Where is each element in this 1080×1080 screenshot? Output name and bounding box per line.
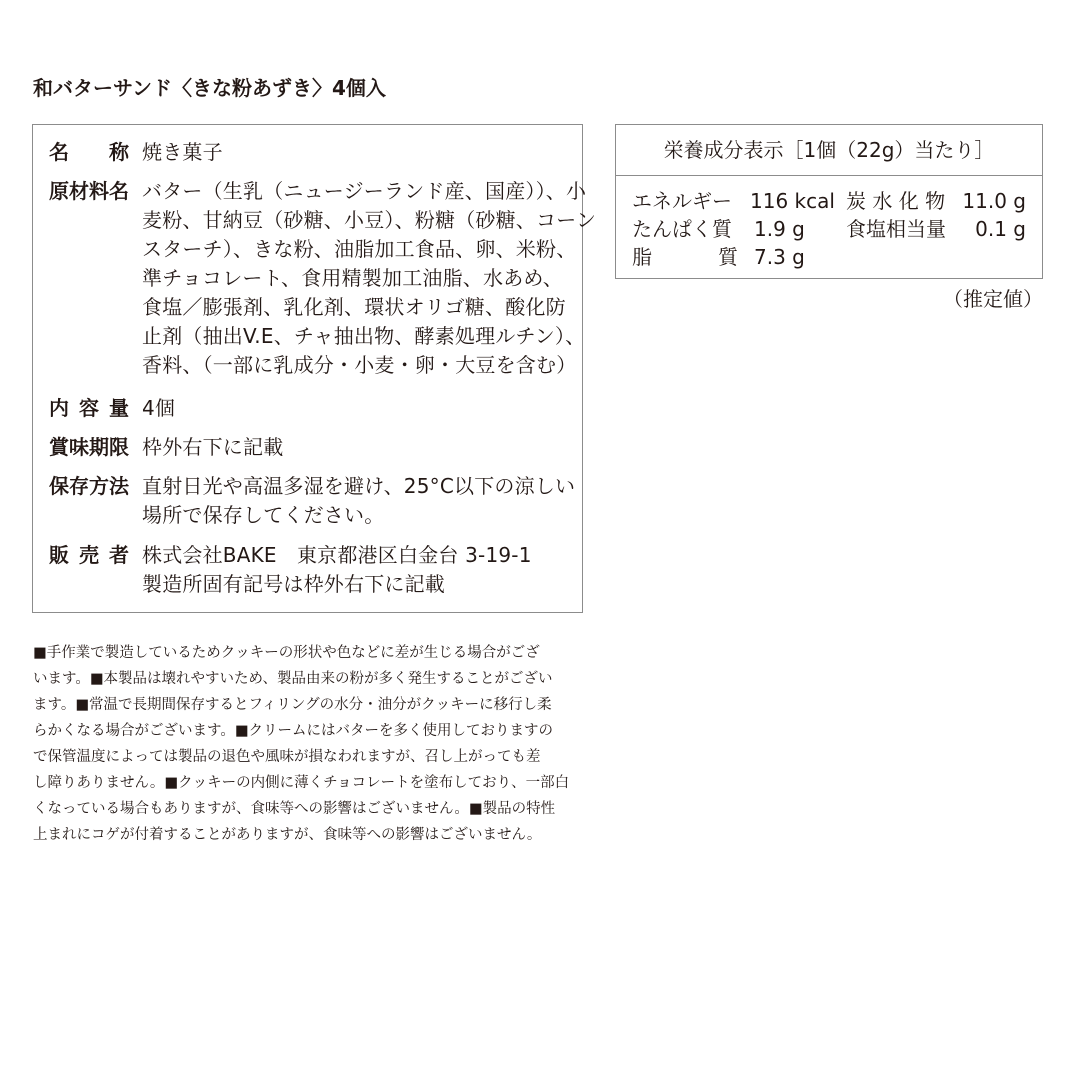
label-raw-materials: 原 材 料 名	[49, 179, 129, 203]
nutrition-values	[632, 187, 1026, 271]
value-name: 焼き菓子	[142, 140, 223, 164]
nutrition-header: 栄養成分表示［1個（22g）当たり］	[616, 125, 1042, 176]
note-line: 上まれにコゲが付着することがありますが、食味等への影響はございません。	[33, 827, 542, 843]
fat-value: 7.3 g	[754, 245, 805, 269]
nutrition-table	[615, 124, 1043, 279]
label-best-before: 賞 味 期 限	[49, 435, 129, 459]
label-seller: 販 売 者	[49, 543, 129, 567]
carb-label: 炭 水 化 物	[846, 189, 946, 213]
nutrition-row-3	[632, 243, 1026, 271]
value-raw-materials: バター（生乳（ニュージーランド産、国産））、小 麦粉、甘納豆（砂糖、小豆）、粉糖（砂糖、コーン スターチ）、きな粉、油脂加工食品、卵、米粉、 準チョコレート、食用精製加工油脂、水あめ、 食塩／膨張剤、乳化剤、環状オリゴ糖、酸化防 止剤（抽出V.E、チャ抽出物、酵素処理ルチン）、 香料、（一部に乳成分・小麦・卵・大豆を含む）	[142, 179, 597, 377]
salt-label: 食塩相当量	[846, 217, 946, 241]
ingredients-table	[32, 124, 597, 613]
value-content: 4個	[142, 396, 176, 420]
label-storage: 保 存 方 法	[49, 474, 129, 498]
carb-value: 11.0 g	[962, 189, 1026, 213]
nutrition-row-1	[632, 187, 1026, 215]
value-storage: 直射日光や高温多湿を避け、25°C以下の涼しい 場所で保存してください。	[142, 474, 576, 527]
note-line: ます。■常温で長期間保存するとフィリングの水分・油分がクッキーに移行し柔	[33, 697, 552, 713]
protein-label: たんぱく質	[632, 217, 732, 241]
fat-label-2: 質	[718, 245, 738, 269]
value-best-before: 枠外右下に記載	[142, 435, 284, 459]
note-line: います。■本製品は壊れやすいため、製品由来の粉が多く発生することがござい	[33, 671, 553, 687]
fat-label-1: 脂	[632, 245, 652, 269]
note-line: で保管温度によっては製品の退色や風味が損なわれますが、召し上がっても差	[33, 749, 541, 765]
nutrition-row-2	[632, 215, 1026, 243]
caution-notes	[33, 640, 593, 848]
label-content: 内 容 量	[49, 396, 129, 420]
energy-value: 116 kcal	[750, 189, 835, 213]
value-seller: 株式会社BAKE 東京都港区白金台 3-19-1 製造所固有記号は枠外右下に記載	[142, 543, 532, 596]
note-line: くなっている場合もありますが、食味等への影響はございません。■製品の特性	[33, 801, 556, 817]
protein-value: 1.9 g	[754, 217, 805, 241]
label-name: 名 称	[49, 140, 129, 164]
note-line: ■手作業で製造しているためクッキーの形状や色などに差が生じる場合がござ	[33, 645, 540, 661]
note-line: らかくなる場合がございます。■クリームにはバターを多く使用しておりますの	[33, 723, 554, 739]
energy-label: エネルギー	[632, 189, 732, 213]
product-title: 和バターサンド〈きな粉あずき〉4個入	[33, 76, 386, 100]
salt-value: 0.1 g	[975, 217, 1026, 241]
note-line: し障りありません。■クッキーの内側に薄くチョコレートを塗布しており、一部白	[33, 775, 570, 791]
estimate-note: （推定値）	[943, 287, 1043, 311]
